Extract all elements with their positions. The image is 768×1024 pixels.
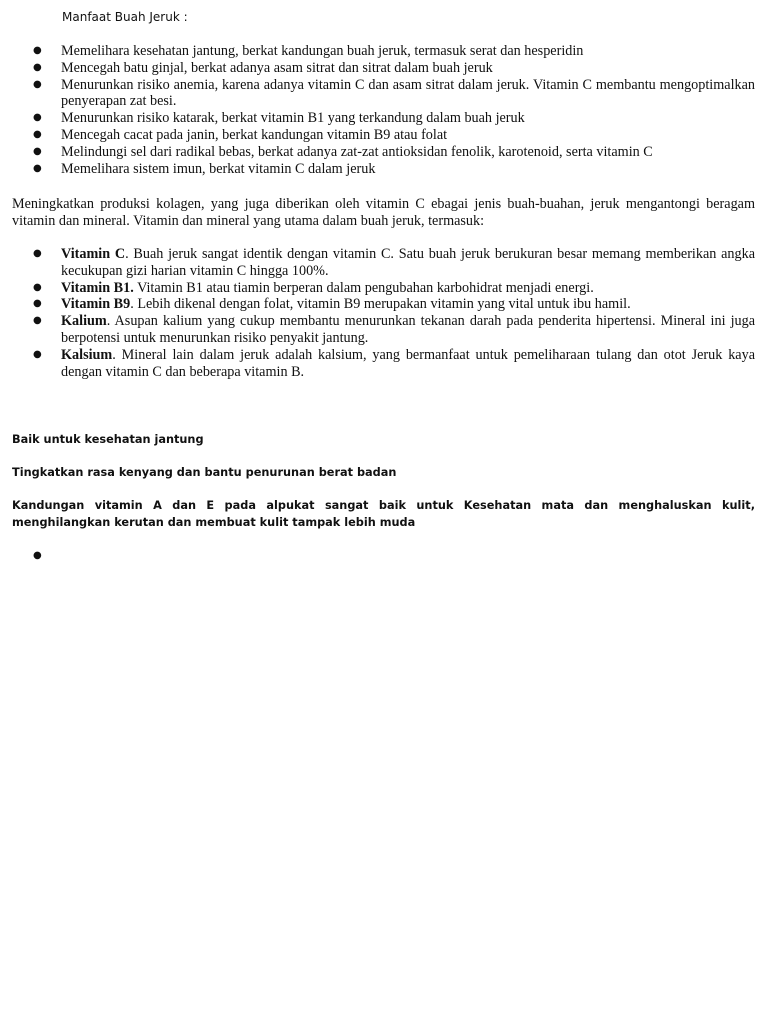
bullet-icon: ●: [33, 315, 42, 327]
nutrient-text: . Lebih dikenal dengan folat, vitamin B9 merupakan vitamin yang vital untuk ibu hamil.: [130, 296, 631, 313]
nutrient-name: Kalium: [61, 313, 107, 330]
list-item: [0, 313, 768, 347]
bullet-icon: ●: [33, 248, 42, 259]
list-item: [0, 347, 768, 381]
section-heading: Tingkatkan rasa kenyang dan bantu penurunan berat badan: [12, 466, 397, 479]
empty-bullet-icon: ●: [33, 550, 42, 561]
document-title: Manfaat Buah Jeruk :: [62, 10, 188, 24]
bullet-icon: ●: [33, 348, 42, 360]
nutrient-text: . Mineral lain dalam jeruk adalah kalsium, yang bermanfaat untuk pemeliharaan tulang dan otot Jeruk kaya dengan vitamin C dan beberapa vitamin B.: [61, 346, 755, 380]
bullet-icon: ●: [33, 112, 42, 124]
nutrient-name: Kalsium: [61, 346, 113, 363]
list-item-text: Memelihara kesehatan jantung, berkat kandungan buah jeruk, termasuk serat dan hesperidin: [61, 43, 584, 59]
nutrient-name: Vitamin B9: [61, 296, 131, 313]
list-item: [0, 280, 768, 297]
list-item: [0, 110, 768, 127]
list-item: [0, 77, 768, 111]
list-item-text: Mencegah batu ginjal, berkat adanya asam sitrat dan sitrat dalam buah jeruk: [61, 59, 493, 76]
nutrient-name: Vitamin C: [61, 246, 126, 262]
list-item: [0, 43, 768, 60]
nutrient-text: . Buah jeruk sangat identik dengan vitamin C. Satu buah jeruk berukuran besar memang memberikan angka kecukupan gizi harian vitamin C hingga 100%.: [61, 246, 755, 279]
list-item-text: Menurunkan risiko katarak, berkat vitamin B1 yang terkandung dalam buah jeruk: [61, 110, 525, 127]
list-item: [0, 127, 768, 144]
list-item: [0, 144, 768, 161]
bullet-icon: ●: [33, 162, 42, 174]
section-heading: Baik untuk kesehatan jantung: [12, 433, 204, 446]
intro-paragraph: Meningkatkan produksi kolagen, yang juga diberikan oleh vitamin C ebagai jenis buah-buahan, jeruk mengantongi beragam vitamin dan mineral. Vitamin dan mineral yang utama dalam buah jeruk, termasuk:: [12, 196, 755, 229]
list-item: [0, 246, 768, 280]
list-item-text: Menurunkan risiko anemia, karena adanya vitamin C dan asam sitrat dalam jeruk. Vitamin C membantu mengoptimalkan penyerapan zat besi.: [61, 76, 755, 110]
bullet-icon: ●: [33, 128, 42, 140]
bullet-icon: ●: [33, 281, 42, 293]
nutrient-text: Vitamin B1 atau tiamin berperan dalam pengubahan karbohidrat menjadi energi.: [133, 279, 594, 296]
list-item: [0, 60, 768, 77]
nutrient-text: . Asupan kalium yang cukup membantu menurunkan tekanan darah pada penderita hipertensi. Mineral ini juga berpotensi untuk menurunkan risiko penyakit jantung.: [61, 313, 755, 346]
benefits-list: [0, 43, 768, 177]
list-item: [0, 161, 768, 178]
nutrient-name: Vitamin B1.: [61, 279, 134, 296]
section-heading: Kandungan vitamin A dan E pada alpukat sangat baik untuk Kesehatan mata dan menghaluskan kulit, menghilangkan kerutan dan membuat kulit tampak lebih muda: [12, 499, 755, 529]
list-item: [0, 296, 768, 313]
bullet-icon: ●: [33, 45, 42, 56]
bullet-icon: ●: [33, 61, 42, 73]
list-item-text: Mencegah cacat pada janin, berkat kandungan vitamin B9 atau folat: [61, 126, 448, 143]
bullet-icon: ●: [33, 145, 42, 157]
bullet-icon: ●: [33, 78, 42, 90]
nutrients-list: [0, 246, 768, 380]
list-item-text: Memelihara sistem imun, berkat vitamin C dalam jeruk: [61, 160, 376, 177]
list-item-text: Melindungi sel dari radikal bebas, berkat adanya zat-zat antioksidan fenolik, karotenoid, serta vitamin C: [61, 143, 653, 160]
bullet-icon: ●: [33, 298, 42, 310]
